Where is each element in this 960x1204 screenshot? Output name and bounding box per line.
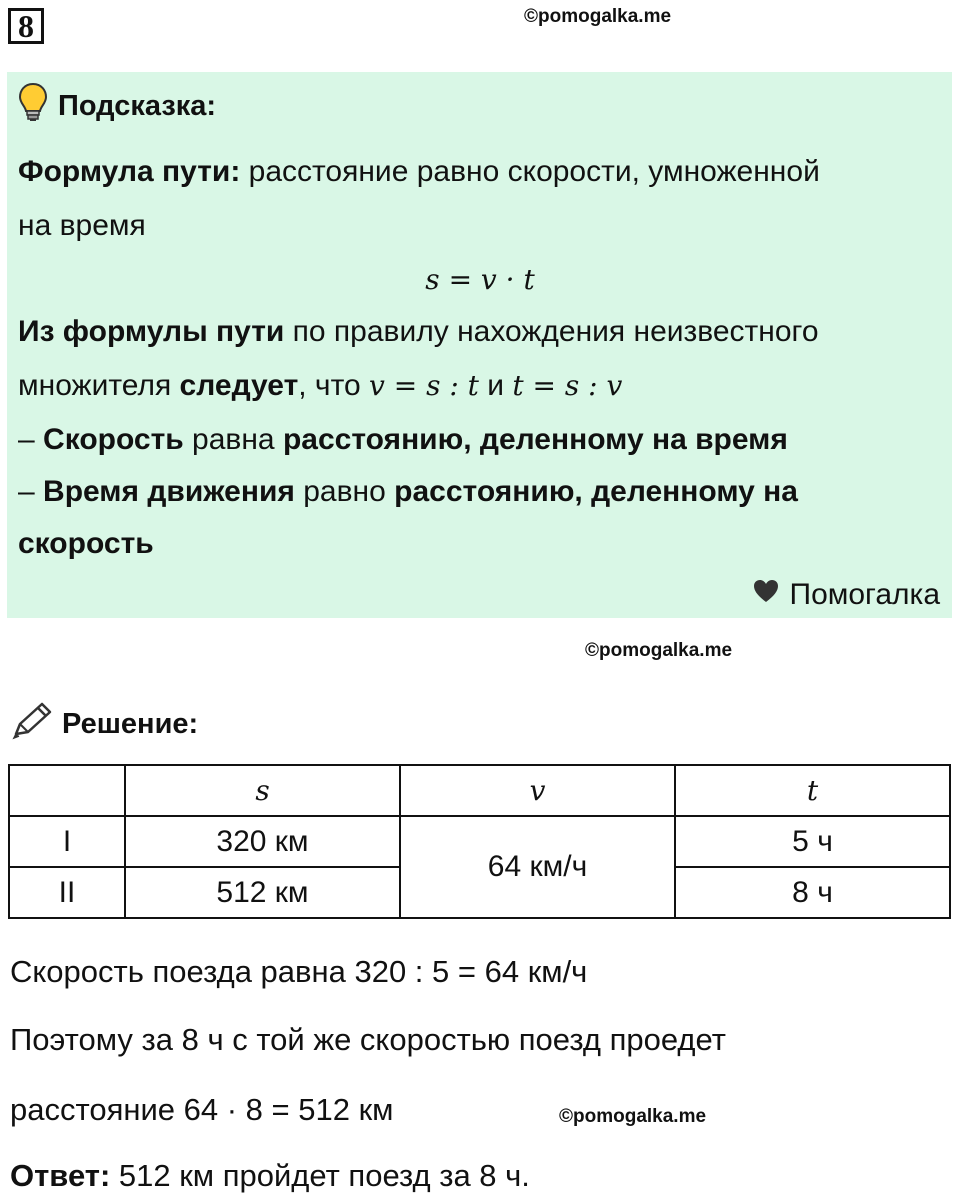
solution-table: [8, 764, 951, 919]
table-cell-s: 512 км: [125, 867, 400, 918]
table-cell-t: 5 ч: [675, 816, 950, 867]
table-header-s: s: [125, 765, 400, 816]
from-formula-label: Из формулы пути: [18, 315, 285, 348]
table-header-row: [9, 765, 950, 816]
speed-rule: расстоянию, деленному на время: [282, 423, 788, 456]
hint-line-7: скорость: [18, 527, 154, 560]
heart-icon: [752, 578, 780, 612]
time-rule: расстоянию, деленному на: [394, 475, 798, 508]
answer-text: 512 км пройдет поезд за 8 ч.: [110, 1158, 530, 1193]
answer-label: Ответ:: [10, 1158, 111, 1193]
answer-line: [10, 1158, 530, 1194]
hint-line-6: [18, 474, 798, 510]
follows-label: следует: [179, 369, 299, 402]
solution-line-2: Поэтому за 8 ч с той же скоростью поезд проедет: [10, 1022, 726, 1057]
table-row-label: I: [9, 816, 125, 867]
time-label: Время движения: [43, 475, 295, 508]
hint-title: [18, 82, 216, 130]
from-formula-text: по правилу нахождения неизвестного: [284, 315, 819, 348]
pencil-icon: [10, 700, 54, 748]
brand: [752, 578, 941, 612]
solution-line-1: Скорость поезда равна 320 : 5 = 64 км/ч: [10, 954, 588, 989]
equals-text-2: равно: [294, 475, 395, 508]
formula-s-vt: s = v · t: [425, 263, 535, 296]
brand-name: Помогалка: [789, 578, 940, 611]
speed-label: Скорость: [43, 423, 184, 456]
watermark-bottom: ©pomogalka.me: [559, 1106, 707, 1127]
hint-line-4: [18, 368, 622, 404]
dash-2: –: [18, 475, 44, 508]
formula-v: v = s : t: [369, 369, 479, 402]
hint-line-5: [18, 422, 788, 458]
table-cell-v-merged: 64 км/ч: [400, 816, 675, 918]
table-header-t: t: [675, 765, 950, 816]
table-cell-t: 8 ч: [675, 867, 950, 918]
hint-line-1: [18, 154, 820, 190]
that-text: , что: [298, 369, 369, 402]
table-cell-s: 320 км: [125, 816, 400, 867]
task-number: 8: [8, 8, 44, 44]
table-header-empty: [9, 765, 125, 816]
hint-line-3: [18, 314, 819, 350]
lightbulb-icon: [18, 82, 48, 130]
table-row: [9, 816, 950, 867]
and-text: и: [478, 369, 513, 402]
path-formula-label: Формула пути:: [18, 155, 241, 188]
solution-line-3: расстояние 64 · 8 = 512 км: [10, 1092, 394, 1127]
solution-title-text: Решение:: [62, 707, 199, 740]
equals-text-1: равна: [183, 423, 283, 456]
solution-title: [10, 700, 198, 748]
table-header-v: v: [400, 765, 675, 816]
formula-t: t = s : v: [512, 369, 623, 402]
table-row-label: II: [9, 867, 125, 918]
hint-title-text: Подсказка:: [58, 89, 217, 122]
hint-line-2: на время: [18, 209, 146, 242]
dash-1: –: [18, 423, 44, 456]
multiplier-text: множителя: [18, 369, 180, 402]
path-formula-text: расстояние равно скорости, умноженной: [240, 155, 820, 188]
watermark-top: ©pomogalka.me: [524, 6, 672, 27]
watermark-middle: ©pomogalka.me: [585, 640, 733, 661]
